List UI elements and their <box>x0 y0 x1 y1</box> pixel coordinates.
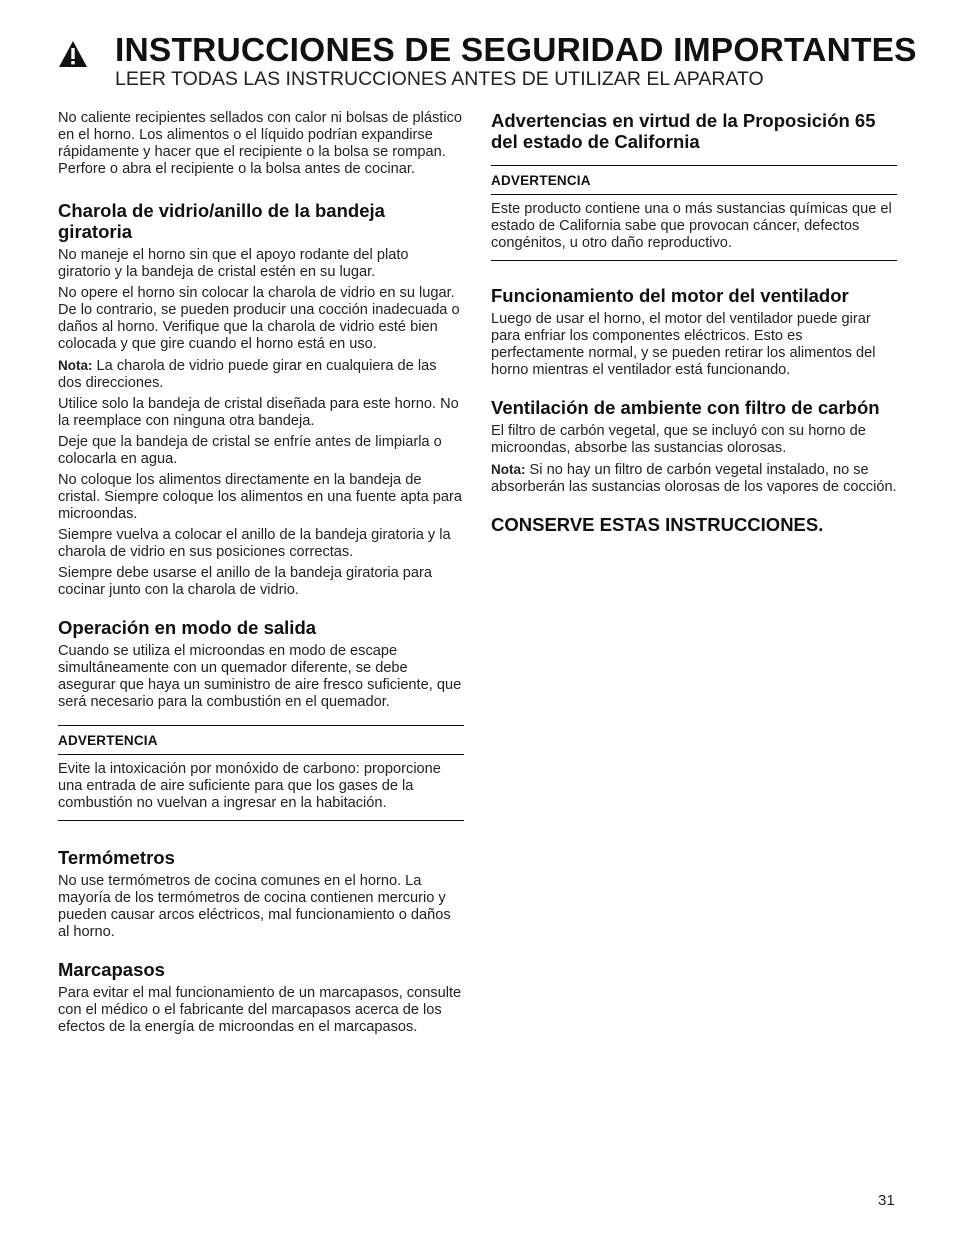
page-title: INSTRUCCIONES DE SEGURIDAD IMPORTANTES <box>115 32 917 69</box>
conserve-instructions: CONSERVE ESTAS INSTRUCCIONES. <box>491 514 824 535</box>
warning-body: Este producto contiene una o más sustancias químicas que el estado de California sabe que provocan cáncer, defectos congénitos, u otro daño reproductivo. <box>491 201 892 251</box>
charola-paragraph-4: Deje que la bandeja de cristal se enfríe antes de limpiarla o colocarla en agua. <box>58 434 442 467</box>
motor-heading: Funcionamiento del motor del ventilador <box>491 285 849 306</box>
charola-paragraph-6: Siempre vuelva a colocar el anillo de la bandeja giratoria y la charola de vidrio en sus posiciones correctas. <box>58 527 451 560</box>
ventilacion-note <box>491 461 897 496</box>
note-text: La charola de vidrio puede girar en cualquiera de las dos direcciones. <box>58 358 437 391</box>
ventilacion-heading: Ventilación de ambiente con filtro de carbón <box>491 397 880 418</box>
intro-paragraph: No caliente recipientes sellados con calor ni bolsas de plástico en el horno. Los alimentos o el líquido podrían expandirse rápidamente y hacer que el recipiente o la bolsa se rompan. Perfore o abra el recipiente o la bolsa antes de cocinar. <box>58 110 462 177</box>
note-text: Si no hay un filtro de carbón vegetal instalado, no se absorberán las sustancias olorosas de los vapores de cocción. <box>491 462 897 495</box>
warning-title: ADVERTENCIA <box>58 726 464 755</box>
salida-heading: Operación en modo de salida <box>58 617 317 638</box>
marcapasos-heading: Marcapasos <box>58 959 165 980</box>
right-column <box>491 110 897 536</box>
warning-body: Evite la intoxicación por monóxido de carbono: proporcione una entrada de aire suficiente para que los gases de la combustión no vuelvan a ingresar en la habitación. <box>58 761 441 811</box>
charola-heading: Charola de vidrio/anillo de la bandeja giratoria <box>58 200 385 242</box>
prop65-heading: Advertencias en virtud de la Proposición 65 del estado de California <box>491 110 876 152</box>
warning-title: ADVERTENCIA <box>491 166 897 195</box>
note-label: Nota: <box>491 462 526 477</box>
marcapasos-paragraph: Para evitar el mal funcionamiento de un marcapasos, consulte con el médico o el fabricante del marcapasos acerca de los efectos de la energía de microondas en el marcapasos. <box>58 985 462 1035</box>
page-number: 31 <box>878 1192 895 1209</box>
warning-triangle-icon <box>58 40 88 68</box>
charola-paragraph-7: Siempre debe usarse el anillo de la bandeja giratoria para cocinar junto con la charola de vidrio. <box>58 565 433 598</box>
charola-paragraph-1: No maneje el horno sin que el apoyo rodante del plato giratorio y la bandeja de cristal estén en su lugar. <box>58 247 409 280</box>
co-warning-box <box>58 725 464 821</box>
left-column <box>58 110 464 1040</box>
motor-paragraph: Luego de usar el horno, el motor del ventilador puede girar para enfriar los componentes eléctricos. Esto es perfectamente normal, y se pueden retirar los alimentos del horno mientras el ventilador está funcionando. <box>491 311 876 378</box>
charola-note <box>58 357 464 392</box>
note-label: Nota: <box>58 358 93 373</box>
ventilacion-paragraph: El filtro de carbón vegetal, que se incluyó con su horno de microondas, absorbe las sustancias olorosas. <box>491 423 866 456</box>
charola-paragraph-2: No opere el horno sin colocar la charola de vidrio en su lugar. De lo contrario, se pueden producir una cocción inadecuada o daños al horno. Verifique que la charola de vidrio esté bien colocada y que gire cuando el horno está en uso. <box>58 285 460 352</box>
charola-paragraph-3: Utilice solo la bandeja de cristal diseñada para este horno. No la reemplace con ninguna otra bandeja. <box>58 396 459 429</box>
salida-paragraph: Cuando se utiliza el microondas en modo de escape simultáneamente con un quemador diferente, se debe asegurar que haya un suministro de aire fresco suficiente, que será necesario para la combustión en el quemador. <box>58 643 462 710</box>
termometros-heading: Termómetros <box>58 847 175 868</box>
charola-paragraph-5: No coloque los alimentos directamente en la bandeja de cristal. Siempre coloque los alimentos en una fuente apta para microondas. <box>58 472 463 522</box>
prop65-warning-box <box>491 165 897 261</box>
page-subtitle: LEER TODAS LAS INSTRUCCIONES ANTES DE UTILIZAR EL APARATO <box>115 68 764 90</box>
termometros-paragraph: No use termómetros de cocina comunes en el horno. La mayoría de los termómetros de cocina contienen mercurio y pueden causar arcos eléctricos, mal funcionamiento o daños al horno. <box>58 873 451 940</box>
